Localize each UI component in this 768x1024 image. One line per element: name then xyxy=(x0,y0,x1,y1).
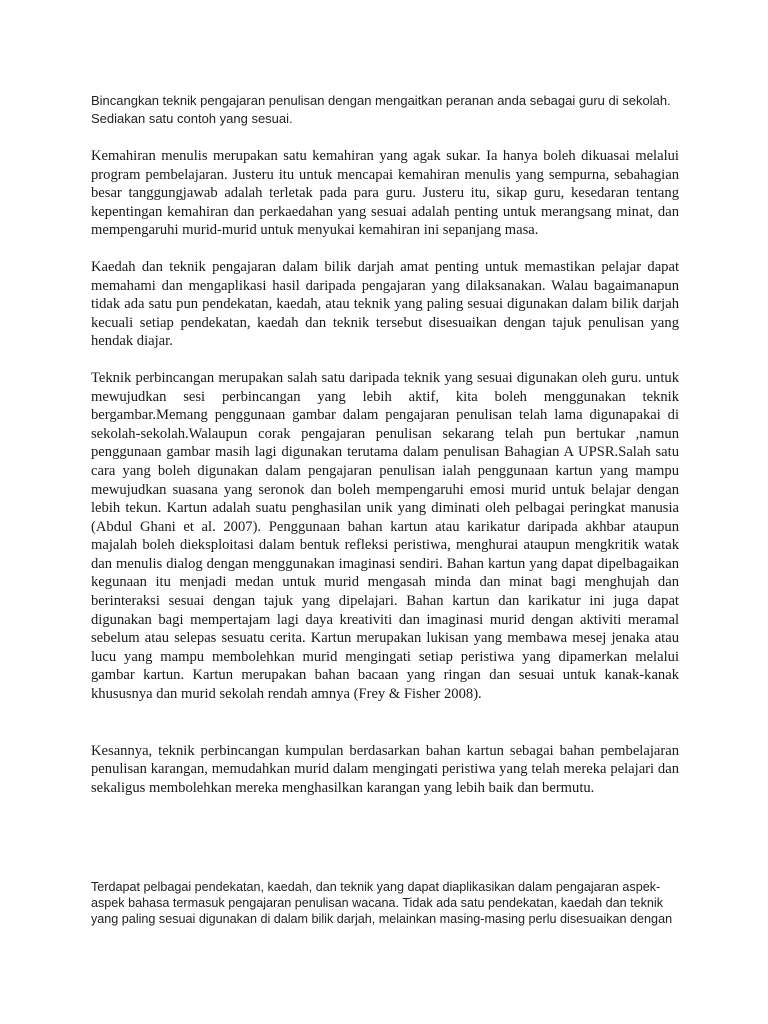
essay-paragraph-3: Teknik perbincangan merupakan salah satu daripada teknik yang sesuai digunakan oleh guru. untuk mewujudkan sesi perbincangan yang lebih aktif, kita boleh menggunakan teknik bergambar.Memang penggunaan gambar dalam pengajaran penulisan telah lama digunapakai di sekolah-sekolah.Walaupun corak pengajaran penulisan sekarang telah pun bertukar ,namun penggunaan gambar masih lagi digunakan terutama dalam penulisan Bahagian A UPSR.Salah satu cara yang boleh digunakan dalam pengajaran penulisan ialah penggunaan kartun yang mampu mewujudkan suasana yang seronok dan boleh mempengaruhi emosi murid untuk belajar dengan lebih tekun. Kartun adalah suatu penghasilan unik yang diminati oleh pelbagai peringkat manusia (Abdul Ghani et al. 2007). Penggunaan bahan kartun atau karikatur daripada akhbar ataupun majalah boleh dieksploitasi dalam bentuk refleksi peristiwa, menghurai ataupun mengkritik watak dan menulis dialog dengan menggunakan imaginasi sendiri. Bahan kartun yang dapat dipelbagaikan kegunaan itu menjadi medan untuk murid mengasah minda dan minat bagi menghujah dan berinteraksi sesuai dengan tajuk yang dipelajari. Bahan kartun dan karikatur ini juga dapat digunakan bagi mempertajam lagi daya kreativiti dan imaginasi murid dengan aktiviti meramal sebelum atau selepas sesuatu cerita. Kartun merupakan lukisan yang membawa mesej jenaka atau lucu yang mampu membolehkan murid mengingati setiap peristiwa yang dipamerkan melalui gambar kartun. Kartun merupakan bahan bacaan yang ringan dan sesuai untuk kanak-kanak khususnya dan murid sekolah rendah amnya (Frey & Fisher 2008). xyxy=(91,369,679,703)
continuation-text xyxy=(91,879,679,927)
essay-body xyxy=(91,147,679,797)
essay-paragraph-2: Kaedah dan teknik pengajaran dalam bilik darjah amat penting untuk memastikan pelajar dapat memahami dan mengaplikasi hasil daripada pengajaran yang dilaksanakan. Walau bagaimanapun tidak ada satu pun pendekatan, kaedah, atau teknik yang paling sesuai digunakan dalam bilik darjah kecuali setiap pendekatan, kaedah dan teknik tersebut disesuaikan dengan tajuk penulisan yang hendak diajar. xyxy=(91,258,679,350)
continuation-line-1: Terdapat pelbagai pendekatan, kaedah, dan teknik yang dapat diaplikasikan dalam pengajaran aspek- xyxy=(91,880,661,894)
question-prompt xyxy=(91,92,691,128)
continuation-line-3: yang paling sesuai digunakan di dalam bilik darjah, melainkan masing-masing perlu disesuaikan dengan xyxy=(91,912,673,926)
essay-paragraph-4: Kesannya, teknik perbincangan kumpulan berdasarkan bahan kartun sebagai bahan pembelajaran penulisan karangan, memudahkan murid dalam mengingati peristiwa yang telah mereka pelajari dan sekaligus membolehkan mereka menghasilkan karangan yang lebih baik dan bermutu. xyxy=(91,742,679,796)
essay-paragraph-1: Kemahiran menulis merupakan satu kemahiran yang agak sukar. Ia hanya boleh dikuasai melalui program pembelajaran. Justeru itu untuk mencapai kemahiran menulis yang sempurna, sebahagian besar tanggungjawab adalah terletak pada para guru. Justeru itu, sikap guru, kesedaran tentang kepentingan kemahiran dan perkaedahan yang sesuai adalah penting untuk merangsang minat, dan mempengaruhi murid-murid untuk menyukai kemahiran ini sepanjang masa. xyxy=(91,148,679,239)
question-line-1: Bincangkan teknik pengajaran penulisan dengan mengaitkan peranan anda sebagai guru di sekolah. xyxy=(91,93,671,108)
question-line-2: Sediakan satu contoh yang sesuai. xyxy=(91,111,293,126)
continuation-line-2: aspek bahasa termasuk pengajaran penulisan wacana. Tidak ada satu pendekatan, kaedah dan teknik xyxy=(91,896,664,910)
